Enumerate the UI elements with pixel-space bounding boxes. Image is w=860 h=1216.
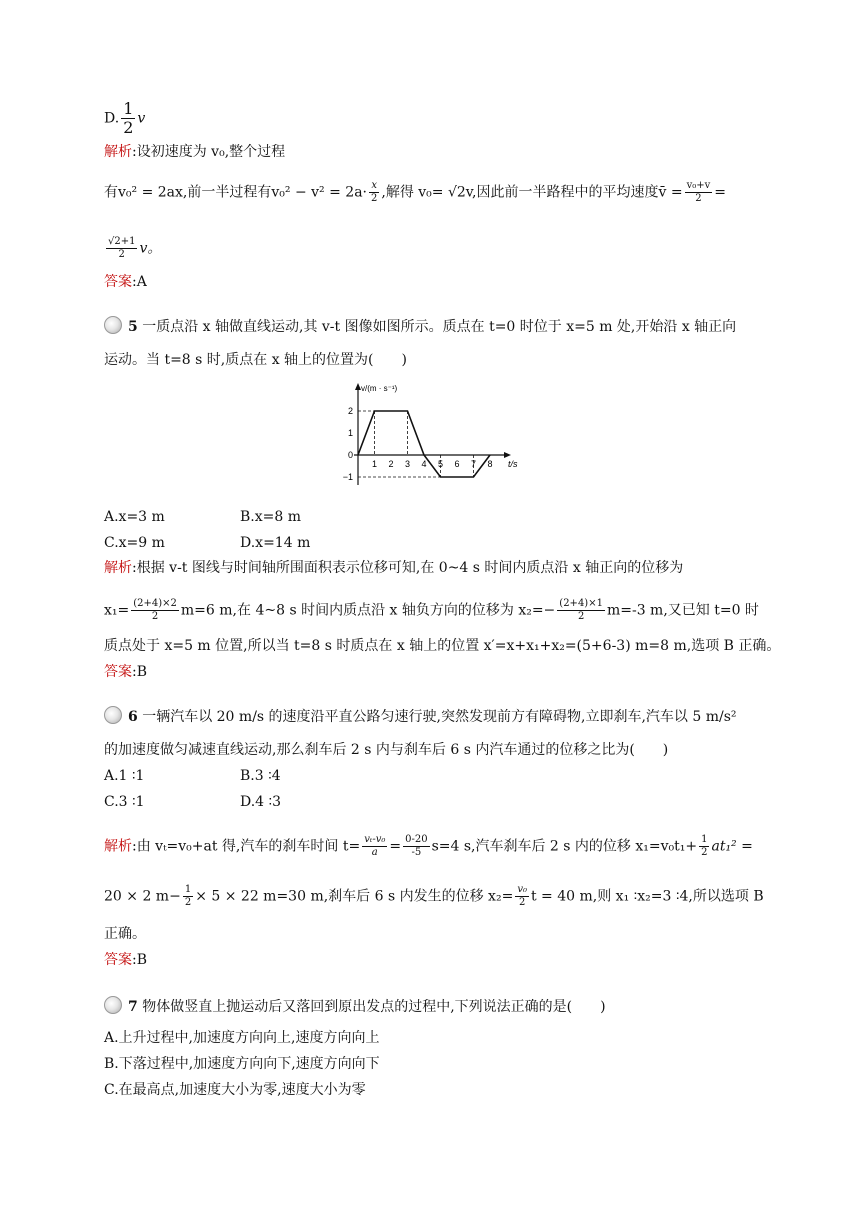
graph-root	[343, 383, 518, 485]
q5-analysis-line2	[104, 598, 759, 623]
x-tick-label: 1	[371, 459, 378, 469]
analysis-text: 正确。	[104, 926, 146, 942]
option-text: D.x=14 m	[240, 535, 311, 551]
denominator: 2	[184, 897, 192, 908]
fraction	[121, 100, 135, 137]
q7-option-b	[104, 1054, 380, 1074]
numerator: 1	[184, 884, 192, 895]
q7-option-c	[104, 1080, 366, 1100]
text: 20 × 2 m−	[104, 888, 181, 905]
option-d	[104, 100, 145, 137]
question-number: 6	[128, 709, 138, 725]
question-text: 物体做竖直上抛运动后又落回到原出发点的过程中,下列说法正确的是( )	[142, 999, 606, 1015]
answer-value: :B	[132, 952, 148, 968]
fraction	[557, 598, 605, 623]
option-text: A.x=3 m	[104, 509, 165, 525]
analysis-label: 解析	[104, 838, 132, 855]
analysis-label: 解析	[104, 560, 132, 576]
option-text: C.在最高点,加速度大小为零,速度大小为零	[104, 1082, 366, 1098]
fraction	[183, 884, 193, 909]
x-tick-label: 2	[388, 459, 394, 469]
numerator: v₀+v	[686, 180, 711, 191]
q6-option-a	[104, 766, 144, 786]
prev-answer	[104, 272, 147, 292]
text: =	[389, 838, 402, 855]
x-axis-arrow-icon	[504, 452, 511, 458]
numerator: v₀	[517, 884, 527, 895]
fraction	[106, 236, 137, 261]
prev-analysis-line1	[104, 142, 285, 162]
text: ,解得 v₀= √2v,因此前一半路程中的平均速度v̄ =	[381, 184, 683, 201]
answer-label: 答案	[104, 274, 132, 290]
text: x₁=	[104, 602, 130, 619]
analysis-text: :根据 v-t 图线与时间轴所围面积表示位移可知,在 0~4 s 时间内质点沿 x 轴正向的位移为	[132, 560, 684, 576]
x-tick-label: 5	[437, 459, 444, 469]
x-tick-label: 4	[421, 459, 427, 469]
denominator: 2	[577, 611, 585, 622]
q5-line2	[104, 350, 407, 370]
denominator: 2	[371, 193, 378, 204]
prev-analysis-line3	[104, 236, 161, 261]
numerator: 1	[701, 834, 708, 845]
q5-line1	[104, 316, 736, 337]
denominator: 2	[123, 118, 134, 137]
q5-option-d	[240, 533, 310, 553]
analysis-text: :设初速度为 v₀,整个过程	[132, 144, 286, 160]
question-number: 7	[128, 999, 138, 1015]
x-tick-label: 8	[487, 459, 493, 469]
denominator: a	[371, 847, 378, 858]
y-tick-label: −1	[342, 472, 353, 482]
question-text: 运动。当 t=8 s 时,质点在 x 轴上的位置为( )	[104, 352, 407, 368]
answer-label: 答案	[104, 664, 132, 680]
x-tick-label: 3	[404, 459, 411, 469]
text: v。	[139, 240, 162, 257]
fraction	[362, 834, 387, 859]
fraction	[403, 834, 429, 859]
text: at₁² =	[711, 838, 753, 855]
option-text: B.x=8 m	[240, 509, 301, 525]
denominator: 2	[151, 611, 159, 622]
x-axis-label: t/s	[508, 459, 518, 469]
q6-analysis-line3	[104, 924, 146, 944]
option-text: B.3 ∶4	[240, 768, 281, 784]
text: :由 vₜ=v₀+at 得,汽车的刹车时间 t=	[132, 838, 361, 855]
q5-analysis-line3	[104, 636, 780, 656]
question-text: 的加速度做匀减速直线运动,那么刹车后 2 s 内与刹车后 6 s 内汽车通过的位移之比为( )	[104, 742, 669, 758]
q6-answer	[104, 950, 147, 970]
question-bullet-icon	[104, 316, 122, 334]
fraction	[515, 884, 529, 909]
analysis-text: 质点处于 x=5 m 位置,所以当 t=8 s 时质点在 x 轴上的位置 x′=x+x₁+x₂=(5+6-3) m=8 m,选项 B 正确。	[104, 638, 781, 654]
analysis-label: 解析	[104, 144, 132, 160]
variable: v	[137, 110, 146, 127]
numerator: √2+1	[108, 236, 136, 247]
option-text: A.上升过程中,加速度方向向上,速度方向向上	[104, 1030, 380, 1046]
fraction	[685, 180, 713, 205]
y-tick-label: 0	[347, 450, 353, 460]
x-tick-label: 7	[470, 459, 477, 469]
denominator: 2	[518, 897, 526, 908]
question-bullet-icon	[104, 706, 122, 724]
fraction	[131, 598, 179, 623]
option-text: A.1 ∶1	[104, 768, 145, 784]
answer-value: :B	[132, 664, 148, 680]
numerator: 1	[123, 99, 134, 118]
numerator: vₜ-v₀	[364, 834, 386, 845]
option-text: B.下落过程中,加速度方向向下,速度方向向下	[104, 1056, 380, 1072]
denominator: 2	[118, 249, 125, 260]
q6-option-d	[240, 792, 281, 812]
q6-line1	[104, 706, 737, 727]
prev-analysis-line2	[104, 180, 726, 205]
question-text: 一质点沿 x 轴做直线运动,其 v-t 图像如图所示。质点在 t=0 时位于 x=5 m 处,开始沿 x 轴正向	[142, 319, 737, 335]
fraction	[699, 834, 709, 859]
answer-label: 答案	[104, 952, 132, 968]
q5-analysis-line1	[104, 558, 683, 578]
x-tick-label: 6	[454, 459, 460, 469]
y-tick-label: 2	[347, 406, 353, 416]
q6-line2	[104, 740, 668, 760]
text: m=6 m,在 4~8 s 时间内质点沿 x 轴负方向的位移为 x₂=−	[180, 602, 556, 619]
q7-option-a	[104, 1028, 379, 1048]
text: 有v₀² = 2ax,前一半过程有v₀² − v² = 2a·	[104, 184, 367, 201]
q6-option-b	[240, 766, 281, 786]
q5-option-b	[240, 507, 301, 527]
text: t = 40 m,则 x₁ ∶x₂=3 ∶4,所以选项 B	[530, 888, 764, 905]
q6-analysis-line2	[104, 884, 764, 909]
text: =	[714, 184, 727, 201]
fraction	[369, 180, 379, 205]
y-axis-label: v/(m · s⁻¹)	[361, 384, 398, 393]
text: s=4 s,汽车刹车后 2 s 内的位移 x₁=v₀t₁+	[431, 838, 698, 855]
numerator: (2+4)×2	[133, 598, 177, 609]
question-number: 5	[128, 319, 138, 335]
question-bullet-icon	[104, 996, 122, 1014]
answer-value: :A	[132, 274, 147, 290]
numerator: (2+4)×1	[559, 598, 603, 609]
q6-option-c	[104, 792, 145, 812]
option-text: C.x=9 m	[104, 535, 165, 551]
denominator: 2	[701, 847, 708, 858]
denominator: 2	[695, 193, 702, 204]
q6-analysis-line1	[104, 834, 753, 859]
text: m=-3 m,又已知 t=0 时	[606, 602, 759, 619]
vt-graph	[336, 380, 526, 490]
option-text: D.4 ∶3	[240, 794, 282, 810]
q7-line1	[104, 996, 606, 1017]
text: × 5 × 22 m=30 m,刹车后 6 s 内发生的位移 x₂=	[195, 888, 514, 905]
question-text: 一辆汽车以 20 m/s 的速度沿平直公路匀速行驶,突然发现前方有障碍物,立即刹车,汽车以 5 m/s²	[142, 709, 737, 725]
y-tick-label: 1	[347, 428, 353, 438]
numerator: 0-20	[405, 834, 428, 845]
q5-option-c	[104, 533, 165, 553]
denominator: -5	[411, 847, 422, 858]
option-label: D.	[104, 110, 120, 127]
numerator: x	[369, 180, 379, 193]
q5-option-a	[104, 507, 165, 527]
q5-answer	[104, 662, 147, 682]
option-text: C.3 ∶1	[104, 794, 145, 810]
